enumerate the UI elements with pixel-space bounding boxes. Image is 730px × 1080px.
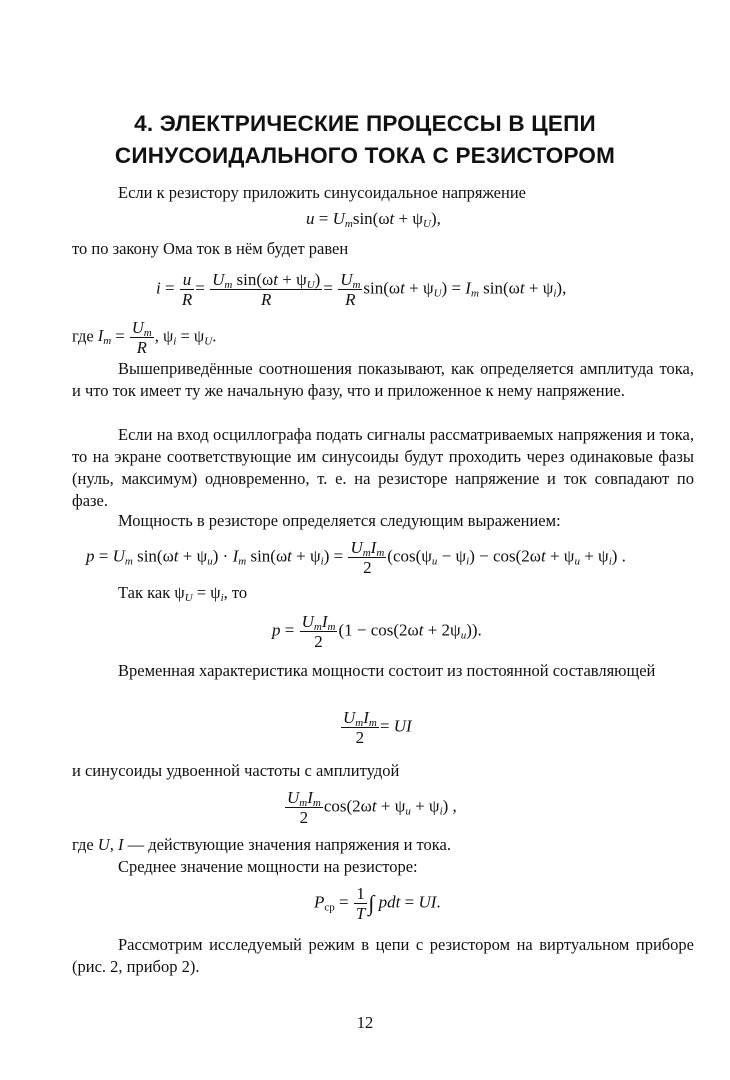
formula-ohm-law: i = $\frac{u}{R}$ = $\frac{U_m \sin(\omega t + \psi_U)}{R}$ = $\frac{U_m}{R}$ $\sin(\omega t + \psi_U) = I_m$ $\sin(\omega t + \psi_i)$,: [156, 270, 567, 309]
paragraph-8: Временная характеристика мощности состоит из постоянной составляющей: [118, 661, 656, 680]
formula-voltage: $u = U_m\sin(\omega t + \psi_U)$,: [306, 209, 441, 230]
formula-power: $p = U_m$ $\sin(\omega t + \psi_u) \cdot I_m$ $\sin(\omega t + \psi_i)$ = $U_mI_m$ 2 ($\cos(\psi_u - \psi_i) - \cos(2\omega t + \psi_u + \psi_i)$ .: [86, 538, 626, 577]
section-title-line-1: 4. ЭЛЕКТРИЧЕСКИЕ ПРОЦЕССЫ В ЦЕПИ: [134, 111, 596, 136]
formula-amplitude-double-frequency: $U_mI_m$ 2 $\cos(2\omega t + \psi_u + \psi_i)$ ,: [287, 788, 457, 827]
paragraph-10-text: — действующие значения напряжения и тока.: [127, 835, 451, 854]
paragraph-9: и синусоиды удвоенной частоты с амплитудой: [72, 761, 400, 780]
paragraph-5: Если на вход осциллографа подать сигналы рассматриваемых напряжения и тока, то на экране соответствующие им синусоиды будут проходить через одинаковые фазы (нуль, максимум) одновременно, т. е. на резисторе напряжение и ток совпадают по фазе.: [72, 425, 694, 510]
paragraph-1: Если к резистору приложить синусоидальное напряжение: [118, 183, 526, 202]
paragraph-3-prefix: где: [72, 326, 94, 346]
paragraph-7: Так как $\psi_U = \psi_i$, то: [118, 583, 248, 604]
page-number: 12: [356, 1013, 374, 1032]
section-title: [0, 108, 730, 172]
paragraph-10-prefix: где: [72, 835, 94, 854]
paragraph-2: то по закону Ома ток в нём будет равен: [72, 239, 349, 258]
formula-amplitude-line: где $I_m$ = $\frac{U_m}{R}$ , $\psi_i = \psi_U$.: [72, 318, 217, 357]
paragraph-12: Рассмотрим исследуемый режим в цепи с резистором на виртуальном приборе (рис. 2, прибор 2).: [72, 935, 694, 976]
paragraph-11: Среднее значение мощности на резисторе:: [118, 857, 418, 876]
paragraph-7-prefix: Так как: [118, 583, 171, 602]
paragraph-7-suffix: , то: [223, 583, 248, 602]
paragraph-6: Мощность в резисторе определяется следующим выражением:: [118, 511, 561, 530]
section-title-line-2: СИНУСОИДАЛЬНОГО ТОКА С РЕЗИСТОРОМ: [114, 143, 616, 168]
formula-power-simplified: p = $U_mI_m$ 2 $(1 - \cos(2\omega t + 2\psi_u))$.: [272, 612, 482, 651]
formula-average-power: $P_{ср}$ = $\frac{1}{T}$ ∫ pdt = UI.: [314, 884, 441, 923]
paragraph-10: где U, I — действующие значения напряжения и тока.: [72, 835, 451, 854]
paragraph-4: Вышеприведённые соотношения показывают, как определяется амплитуда тока, и что ток имеет ту же начальную фазу, что и приложенное к нему напряжение.: [72, 359, 694, 400]
formula-constant-component: $U_mI_m$ 2 = UI: [343, 708, 412, 747]
